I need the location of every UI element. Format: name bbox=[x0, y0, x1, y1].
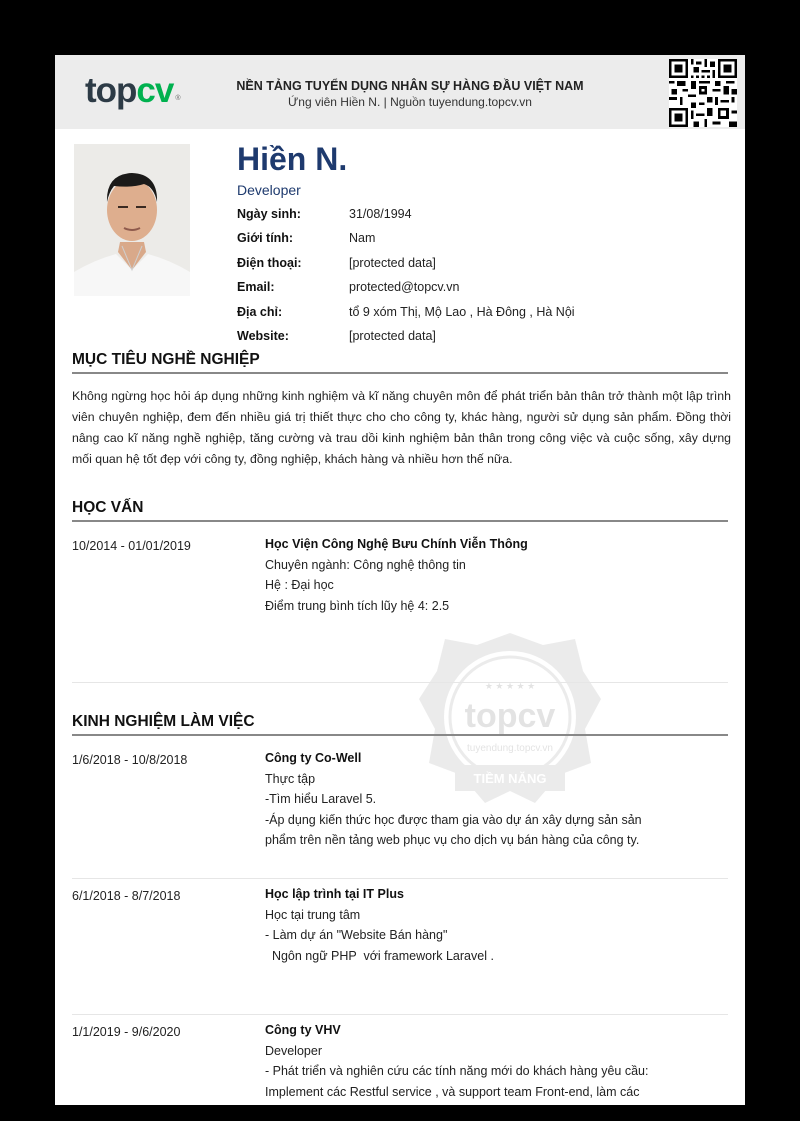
experience-date: 1/1/2019 - 9/6/2020 bbox=[72, 1025, 181, 1039]
topcv-logo: topcv ® bbox=[85, 71, 180, 110]
info-value: Nam bbox=[349, 231, 376, 245]
candidate-role: Developer bbox=[237, 182, 301, 198]
info-label: Địa chỉ: bbox=[237, 305, 283, 319]
entry-line: Ngôn ngữ PHP với framework Laravel . bbox=[265, 948, 494, 963]
info-value: tổ 9 xóm Thị, Mộ Lao , Hà Đông , Hà Nội bbox=[349, 305, 575, 319]
section-divider bbox=[72, 520, 728, 522]
entry-line: - Phát triển và nghiên cứu các tính năng mới do khách hàng yêu cầu: bbox=[265, 1064, 649, 1078]
education-date: 10/2014 - 01/01/2019 bbox=[72, 539, 191, 553]
entry-line: Implement các Restful service , và support team Front-end, làm các bbox=[265, 1084, 640, 1099]
entry-line: -Tìm hiểu Laravel 5. bbox=[265, 792, 377, 806]
experience-date: 1/6/2018 - 10/8/2018 bbox=[72, 753, 188, 767]
company-name: Công ty VHV bbox=[265, 1023, 341, 1037]
entry-line: Điểm trung bình tích lũy hệ 4: 2.5 bbox=[265, 598, 450, 613]
header-subtitle: Ứng viên Hiền N. | Nguồn tuyendung.topcv.vn bbox=[288, 95, 532, 109]
company-name: Học lập trình tại IT Plus bbox=[265, 887, 404, 901]
experience-entry bbox=[265, 748, 685, 851]
cv-page bbox=[55, 55, 745, 1105]
info-value[interactable]: [protected data] bbox=[349, 329, 436, 343]
education-entry bbox=[265, 534, 685, 616]
section-separator bbox=[72, 682, 728, 683]
profile-photo bbox=[74, 144, 190, 296]
section-title-experience: KINH NGHIỆM LÀM VIỆC bbox=[72, 713, 255, 730]
experience-entry bbox=[265, 884, 685, 966]
section-divider bbox=[72, 734, 728, 736]
info-value[interactable]: protected@topcv.vn bbox=[349, 280, 460, 294]
experience-date: 6/1/2018 - 8/7/2018 bbox=[72, 889, 181, 903]
page-header bbox=[55, 55, 745, 129]
experience-entry bbox=[265, 1020, 685, 1102]
info-label: Ngày sinh: bbox=[237, 207, 301, 221]
qr-code-icon bbox=[669, 59, 737, 127]
header-title: NỀN TẢNG TUYỂN DỤNG NHÂN SỰ HÀNG ĐẦU VIỆT NAM bbox=[236, 79, 584, 93]
entry-line: Hệ : Đại học bbox=[265, 578, 334, 592]
entry-line: Developer bbox=[265, 1043, 322, 1058]
info-value: 31/08/1994 bbox=[349, 207, 412, 221]
candidate-name: Hiền N. bbox=[237, 141, 348, 177]
info-label: Website: bbox=[237, 329, 289, 343]
section-title-objective: MỤC TIÊU NGHỀ NGHIỆP bbox=[72, 351, 260, 368]
svg-text:★ ★ ★ ★ ★: ★ ★ ★ ★ ★ bbox=[484, 681, 536, 691]
entry-line: Học tại trung tâm bbox=[265, 907, 361, 922]
entry-line: -Áp dụng kiến thức học được tham gia vào dự án xây dựng sản sản bbox=[265, 812, 642, 827]
info-label: Giới tính: bbox=[237, 231, 294, 245]
info-label: Điện thoại: bbox=[237, 256, 302, 270]
info-value: [protected data] bbox=[349, 256, 436, 270]
stamp-url: tuyendung.topcv.vn bbox=[467, 743, 553, 754]
stamp-logo: topcv bbox=[464, 697, 556, 735]
entry-line: - Làm dự án "Website Bán hàng" bbox=[265, 928, 448, 942]
section-title-education: HỌC VẤN bbox=[72, 499, 144, 516]
entry-line: phẩm trên nền tảng web phục vụ cho dịch vụ bán hàng của công ty. bbox=[265, 833, 640, 847]
entry-line: Chuyên ngành: Công nghệ thông tin bbox=[265, 557, 466, 572]
entry-separator bbox=[72, 878, 728, 879]
company-name: Công ty Co-Well bbox=[265, 751, 362, 765]
school-name: Học Viện Công Nghệ Bưu Chính Viễn Thông bbox=[265, 537, 528, 551]
section-divider bbox=[72, 372, 728, 374]
info-label: Email: bbox=[237, 280, 275, 294]
entry-line: Thực tập bbox=[265, 771, 316, 786]
entry-separator bbox=[72, 1014, 728, 1015]
stamp-badge: TIỀM NĂNG bbox=[473, 771, 547, 786]
objective-text: Không ngừng học hỏi áp dụng những kinh nghiệm và kĩ năng chuyên môn để phát triển bản thân trở thành một lập trình viên chuyên nghiệp, đem đến nhiều giá trị thiết thực cho cho công ty, khác hàng, người sử dụng sản phẩm. Đồng thời nâng cao kĩ năng nghề nghiệp, tăng cường và trau dồi kinh nghiệm bản thân trong công việc và cuộc sống, xây dựng mối quan hệ tốt đẹp với công ty, đồng nghiệp, khách hàng và nhiều hơn thế nữa. bbox=[72, 389, 731, 466]
